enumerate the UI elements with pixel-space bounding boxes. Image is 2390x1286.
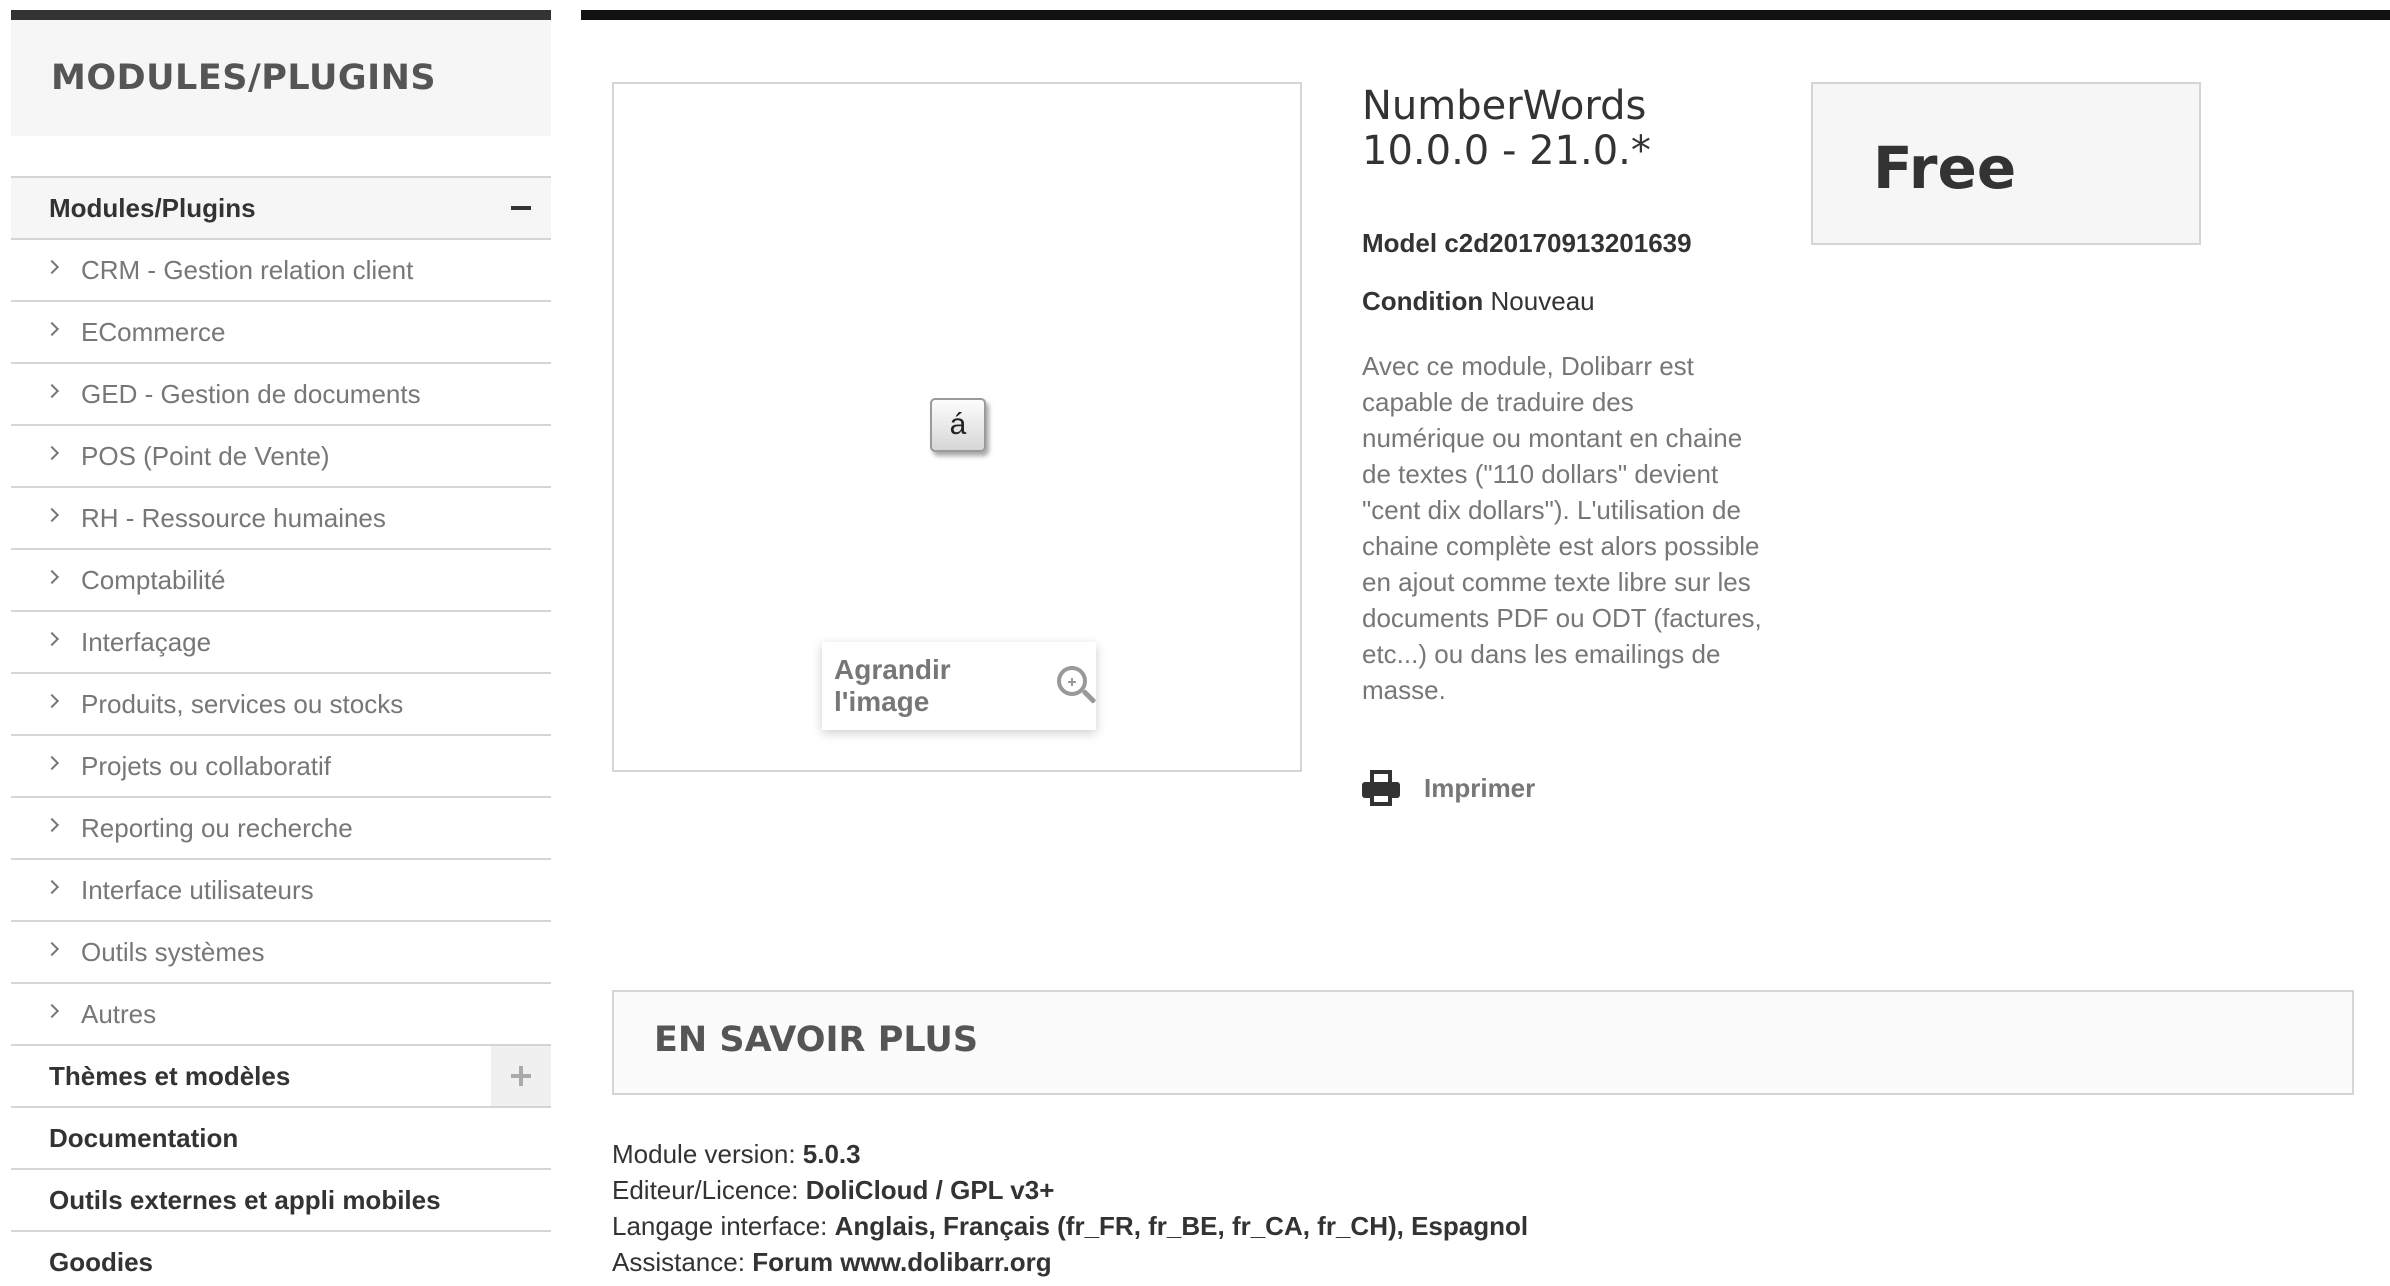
subcategory-label: Produits, services ou stocks [81, 688, 404, 719]
keyboard-key-icon: á [930, 398, 986, 452]
product-name: NumberWords [1362, 83, 1647, 129]
condition-label: Condition [1362, 286, 1484, 316]
detail-value: DoliCloud / GPL v3+ [805, 1175, 1055, 1205]
category-label: Outils externes et appli mobiles [49, 1184, 441, 1215]
subcategory-label: Autres [81, 998, 157, 1029]
detail-label: Langage interface: [612, 1211, 828, 1241]
detail-value: Forum www.dolibarr.org [752, 1247, 1052, 1277]
detail-editor [612, 1172, 1528, 1208]
subcategory-label: Interface utilisateurs [81, 874, 314, 905]
subcategory-label: GED - Gestion de documents [81, 378, 421, 409]
price-value: Free [1873, 134, 2017, 202]
chevron-right-icon [45, 694, 59, 708]
price-box [1811, 82, 2201, 245]
subcategory-item[interactable] [11, 364, 551, 426]
product-version-range: 10.0.0 - 21.0.* [1362, 128, 1651, 174]
subcategory-item[interactable] [11, 302, 551, 364]
product-image-frame[interactable] [612, 82, 1302, 772]
category-label: Documentation [49, 1122, 239, 1153]
category-label: Thèmes et modèles [49, 1060, 291, 1091]
subcategory-label: Outils systèmes [81, 936, 265, 967]
zoom-image-label: Agrandir l'image [834, 654, 951, 717]
subcategory-item[interactable] [11, 798, 551, 860]
sidebar-top-bar [11, 10, 551, 20]
chevron-right-icon [45, 942, 59, 956]
printer-icon [1362, 770, 1400, 806]
subcategory-label: Projets ou collaboratif [81, 750, 332, 781]
module-details [612, 1136, 1528, 1280]
subcategory-item[interactable] [11, 240, 551, 302]
chevron-right-icon [45, 756, 59, 770]
subcategory-label: CRM - Gestion relation client [81, 254, 414, 285]
detail-support [612, 1244, 1528, 1280]
subcategory-item[interactable] [11, 860, 551, 922]
main-top-bar [581, 10, 2390, 20]
detail-label: Module version: [612, 1139, 796, 1169]
detail-language [612, 1208, 1528, 1244]
detail-label: Editeur/Licence: [612, 1175, 799, 1205]
subcategory-item[interactable] [11, 550, 551, 612]
detail-value: Anglais, Français (fr_FR, fr_BE, fr_CA, fr_CH), Espagnol [834, 1211, 1529, 1241]
chevron-right-icon [45, 818, 59, 832]
product-description: Avec ce module, Dolibarr est capable de traduire des numérique ou montant en chaine de textes ("110 dollars" devient "cent dix dollars"). L'utilisation de chaine complète est alors possible en ajout comme texte libre sur les documents PDF ou ODT (factures, etc...) ou dans les emailings de masse. [1362, 351, 1762, 705]
condition-value: Nouveau [1490, 286, 1595, 316]
category-external-tools[interactable] [11, 1170, 551, 1232]
chevron-right-icon [45, 384, 59, 398]
detail-version [612, 1136, 1528, 1172]
detail-value: 5.0.3 [802, 1139, 861, 1169]
chevron-right-icon [45, 260, 59, 274]
subcategory-item[interactable] [11, 426, 551, 488]
subcategory-label: Comptabilité [81, 564, 226, 595]
subcategory-item[interactable] [11, 612, 551, 674]
chevron-right-icon [45, 632, 59, 646]
chevron-right-icon [45, 880, 59, 894]
sidebar [11, 10, 551, 1286]
chevron-right-icon [45, 446, 59, 460]
category-goodies[interactable] [11, 1232, 551, 1286]
sidebar-title: MODULES/PLUGINS [11, 20, 551, 136]
subcategory-item[interactable] [11, 736, 551, 798]
subcategory-item[interactable] [11, 674, 551, 736]
zoom-in-icon [1057, 666, 1096, 706]
product-condition [1362, 286, 1595, 317]
model-value: c2d20170913201639 [1444, 228, 1692, 258]
expand-icon[interactable] [491, 1046, 551, 1106]
category-modules-plugins[interactable] [11, 178, 551, 240]
subcategory-item[interactable] [11, 984, 551, 1046]
product-title [1362, 84, 1722, 174]
subcategory-label: RH - Ressource humaines [81, 502, 386, 533]
category-documentation[interactable] [11, 1108, 551, 1170]
subcategory-label: Interfaçage [81, 626, 212, 657]
category-themes[interactable] [11, 1046, 551, 1108]
subcategory-label: POS (Point de Vente) [81, 440, 330, 471]
print-label: Imprimer [1424, 772, 1536, 803]
chevron-right-icon [45, 508, 59, 522]
detail-label: Assistance: [612, 1247, 745, 1277]
zoom-image-button[interactable] [822, 642, 1096, 730]
subcategory-item[interactable] [11, 922, 551, 984]
chevron-right-icon [45, 570, 59, 584]
subcategory-label: Reporting ou recherche [81, 812, 353, 843]
more-info-title: EN SAVOIR PLUS [654, 1020, 979, 1060]
category-label: Modules/Plugins [49, 192, 256, 223]
product-model [1362, 228, 1692, 259]
print-button[interactable] [1362, 770, 1535, 806]
collapse-icon[interactable] [491, 178, 551, 238]
subcategory-label: ECommerce [81, 316, 226, 347]
model-label: Model [1362, 228, 1438, 258]
subcategory-item[interactable] [11, 488, 551, 550]
category-label: Goodies [49, 1246, 154, 1277]
chevron-right-icon [45, 322, 59, 336]
category-tree [11, 176, 551, 1286]
more-info-header [612, 990, 2354, 1095]
chevron-right-icon [45, 1004, 59, 1018]
